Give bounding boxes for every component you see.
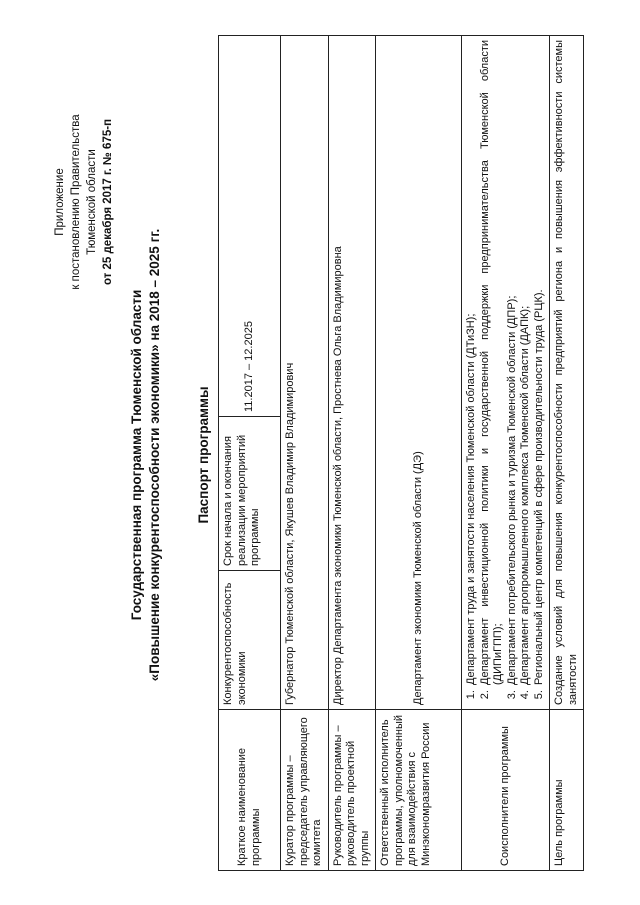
annex-block — [52, 52, 116, 352]
program-title-line-1: Государственная программа Тюменской области — [129, 289, 144, 621]
executor-label: Ответственный исполнитель программы, уполномоченный для взаимодействия с Минэкономразвития России — [376, 710, 462, 871]
list-item: 3. Департамент потребительского рынка и туризма Тюменской области (ДПР); — [506, 40, 520, 687]
goal-label: Цель программы — [550, 710, 584, 871]
passport-heading: Паспорт программы — [196, 386, 211, 524]
list-item: 5. Региональный центр компетенций в сфере производительности труда (РЦК). — [533, 40, 547, 687]
curator-label: Куратор программы – председатель управляющего комитета — [281, 710, 329, 871]
annex-line-2: к постановлению Правительства — [70, 114, 82, 290]
term-label: Срок начала и окончания реализации мероприятий программы — [219, 417, 281, 571]
short-name-value: Конкурентоспособность экономики — [219, 571, 281, 710]
list-item: 1. Департамент труда и занятости населения Тюменской области (ДТиЗН); — [465, 40, 479, 687]
annex-line-1: Приложение — [54, 168, 66, 236]
head-value: Директор Департамента экономики Тюменской области, Простнева Ольга Владимировна — [328, 36, 376, 710]
short-name-label: Краткое наименование программы — [219, 710, 281, 871]
co-executors-label: Соисполнители программы — [462, 710, 550, 871]
curator-value: Губернатор Тюменской области, Якушев Владимир Владимирович — [281, 36, 329, 710]
table-row — [281, 36, 329, 871]
table-row — [376, 36, 462, 871]
co-executors-list — [465, 40, 546, 705]
annex-line-3: Тюменской области — [86, 149, 98, 255]
table-row — [550, 36, 584, 871]
list-item: 4. Департамент агропромышленного комплекса Тюменской области (ДАПК); — [519, 40, 533, 687]
program-title — [128, 65, 164, 845]
table-row — [219, 36, 281, 871]
table-row — [328, 36, 376, 871]
passport-table — [218, 35, 584, 871]
head-label: Руководитель программы – руководитель проектной группы — [328, 710, 376, 871]
term-value: 11.2017 – 12.2025 — [219, 36, 281, 417]
executor-value: Департамент экономики Тюменской области (ДЭ) — [376, 36, 462, 710]
table-row — [462, 36, 550, 871]
program-title-line-2: «Повышение конкурентоспособности экономики» на 2018 – 2025 гг. — [147, 228, 162, 682]
co-executors-value — [462, 36, 550, 710]
goal-value: Создание условий для повышения конкурентоспособности предприятий региона и повышения эффективности системы занятости — [550, 36, 584, 710]
list-item: 2. Департамент инвестиционной политики и государственной поддержки предпринимательства Тюменской области (ДИПиГПП); — [479, 40, 506, 687]
annex-decree-date: от 25 декабря 2017 г. № 675-п — [102, 118, 114, 286]
